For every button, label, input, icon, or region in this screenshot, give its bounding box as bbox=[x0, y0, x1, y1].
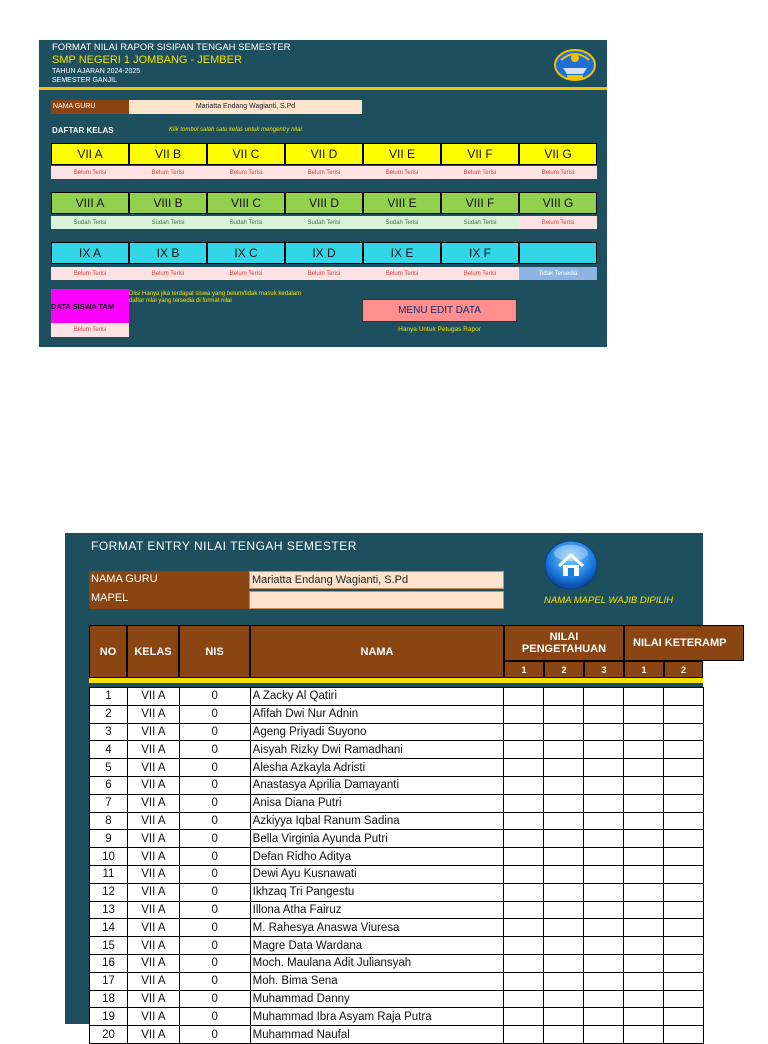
nilai-keterampilan-2-input[interactable] bbox=[664, 741, 704, 759]
row-nama-cell: Aisyah Rizky Dwi Ramadhani bbox=[250, 741, 504, 759]
col-header-pengetahuan-2: 2 bbox=[544, 661, 584, 678]
nilai-pengetahuan-2-input[interactable] bbox=[544, 865, 584, 883]
row-nis-cell: 0 bbox=[179, 776, 250, 794]
guru-label: NAMA GURU bbox=[51, 100, 129, 114]
nilai-keterampilan-2-input[interactable] bbox=[664, 954, 704, 972]
class-button-vii-e[interactable]: VII E bbox=[363, 143, 441, 165]
class-button-viii-c[interactable]: VIII C bbox=[207, 192, 285, 214]
row-nis-cell: 0 bbox=[179, 937, 250, 955]
data-siswa-status-badge: Belum Terisi bbox=[51, 323, 129, 337]
status-badge: Belum Terisi bbox=[207, 267, 285, 280]
row-nama-cell: Muhammad Ibra Asyam Raja Putra bbox=[250, 1008, 504, 1026]
row-no-cell: 8 bbox=[90, 812, 128, 830]
nilai-keterampilan-2-input[interactable] bbox=[664, 759, 704, 777]
header-yellow-bar bbox=[89, 678, 703, 683]
col-header-keterampilan-2: 2 bbox=[664, 661, 703, 678]
nilai-keterampilan-2-input[interactable] bbox=[664, 901, 704, 919]
status-badge: Belum Terisi bbox=[363, 166, 441, 179]
status-row-vii bbox=[51, 166, 597, 179]
nilai-pengetahuan-2-input[interactable] bbox=[544, 741, 584, 759]
school-name: SMP NEGERI 1 JOMBANG - JEMBER bbox=[52, 54, 242, 66]
table-row bbox=[90, 865, 704, 883]
nilai-keterampilan-1-input[interactable] bbox=[624, 1008, 664, 1026]
nilai-pengetahuan-3-input[interactable] bbox=[584, 776, 624, 794]
nilai-pengetahuan-3-input[interactable] bbox=[584, 972, 624, 990]
table-row bbox=[90, 883, 704, 901]
nilai-keterampilan-1-input[interactable] bbox=[624, 990, 664, 1008]
row-no-cell: 3 bbox=[90, 723, 128, 741]
nilai-pengetahuan-2-input[interactable] bbox=[544, 723, 584, 741]
row-no-cell: 9 bbox=[90, 830, 128, 848]
row-nama-cell: Moh. Bima Sena bbox=[250, 972, 504, 990]
status-badge: Belum Terisi bbox=[441, 267, 519, 280]
nilai-keterampilan-2-input[interactable] bbox=[664, 830, 704, 848]
table-row bbox=[90, 741, 704, 759]
nilai-keterampilan-1-input[interactable] bbox=[624, 830, 664, 848]
row-kelas-cell: VII A bbox=[127, 723, 179, 741]
class-row-viii bbox=[51, 192, 597, 214]
class-button-ix-d[interactable]: IX D bbox=[285, 242, 363, 264]
row-no-cell: 6 bbox=[90, 776, 128, 794]
col-header-keterampilan-1: 1 bbox=[624, 661, 664, 678]
nilai-pengetahuan-1-input[interactable] bbox=[504, 848, 544, 866]
table-row bbox=[90, 688, 704, 706]
nilai-keterampilan-2-input[interactable] bbox=[664, 1008, 704, 1026]
class-button-ix-e[interactable]: IX E bbox=[363, 242, 441, 264]
row-kelas-cell: VII A bbox=[127, 830, 179, 848]
nilai-pengetahuan-3-input[interactable] bbox=[584, 937, 624, 955]
nilai-pengetahuan-2-input[interactable] bbox=[544, 776, 584, 794]
row-kelas-cell: VII A bbox=[127, 688, 179, 706]
nilai-keterampilan-1-input[interactable] bbox=[624, 759, 664, 777]
nilai-pengetahuan-3-input[interactable] bbox=[584, 848, 624, 866]
row-nama-cell: A Zacky Al Qatiri bbox=[250, 688, 504, 706]
col-header-nis: NIS bbox=[179, 625, 250, 678]
row-nis-cell: 0 bbox=[179, 990, 250, 1008]
home-icon[interactable] bbox=[543, 539, 599, 591]
entry-guru-label: NAMA GURU bbox=[91, 573, 158, 585]
nilai-pengetahuan-2-input[interactable] bbox=[544, 1008, 584, 1026]
entry-mapel-label: MAPEL bbox=[91, 592, 129, 604]
nilai-pengetahuan-3-input[interactable] bbox=[584, 759, 624, 777]
row-nama-cell: Bella Virginia Ayunda Putri bbox=[250, 830, 504, 848]
status-badge: Belum Terisi bbox=[129, 166, 207, 179]
row-kelas-cell: VII A bbox=[127, 990, 179, 1008]
row-nama-cell: Azkiyya Iqbal Ranum Sadina bbox=[250, 812, 504, 830]
nilai-keterampilan-2-input[interactable] bbox=[664, 883, 704, 901]
row-kelas-cell: VII A bbox=[127, 954, 179, 972]
nilai-pengetahuan-2-input[interactable] bbox=[544, 990, 584, 1008]
nilai-keterampilan-1-input[interactable] bbox=[624, 741, 664, 759]
row-nis-cell: 0 bbox=[179, 812, 250, 830]
nilai-keterampilan-2-input[interactable] bbox=[664, 919, 704, 937]
nilai-pengetahuan-3-input[interactable] bbox=[584, 901, 624, 919]
nilai-keterampilan-1-input[interactable] bbox=[624, 776, 664, 794]
row-kelas-cell: VII A bbox=[127, 972, 179, 990]
row-nis-cell: 0 bbox=[179, 901, 250, 919]
nilai-pengetahuan-2-input[interactable] bbox=[544, 954, 584, 972]
status-badge: Belum Terisi bbox=[519, 166, 597, 179]
nilai-pengetahuan-2-input[interactable] bbox=[544, 794, 584, 812]
table-row bbox=[90, 1008, 704, 1026]
class-button-ix-c[interactable]: IX C bbox=[207, 242, 285, 264]
row-nis-cell: 0 bbox=[179, 759, 250, 777]
nilai-keterampilan-2-input[interactable] bbox=[664, 776, 704, 794]
status-badge: Belum Terisi bbox=[519, 216, 597, 229]
nilai-pengetahuan-3-input[interactable] bbox=[584, 705, 624, 723]
nilai-pengetahuan-3-input[interactable] bbox=[584, 865, 624, 883]
nilai-pengetahuan-3-input[interactable] bbox=[584, 990, 624, 1008]
dashboard-panel bbox=[39, 40, 607, 347]
row-no-cell: 12 bbox=[90, 883, 128, 901]
class-button-viii-f[interactable]: VIII F bbox=[441, 192, 519, 214]
row-kelas-cell: VII A bbox=[127, 848, 179, 866]
nilai-pengetahuan-3-input[interactable] bbox=[584, 794, 624, 812]
row-nama-cell: Alesha Azkayla Adristi bbox=[250, 759, 504, 777]
nilai-keterampilan-1-input[interactable] bbox=[624, 688, 664, 706]
status-badge: Belum Terisi bbox=[51, 166, 129, 179]
nilai-pengetahuan-2-input[interactable] bbox=[544, 937, 584, 955]
nilai-pengetahuan-1-input[interactable] bbox=[504, 830, 544, 848]
row-nis-cell: 0 bbox=[179, 705, 250, 723]
status-badge: Tidak Tersedia bbox=[519, 267, 597, 280]
daftar-kelas-heading: DAFTAR KELAS bbox=[52, 126, 114, 135]
nilai-keterampilan-2-input[interactable] bbox=[664, 794, 704, 812]
row-nama-cell: Ikhzaq Tri Pangestu bbox=[250, 883, 504, 901]
nilai-pengetahuan-1-input[interactable] bbox=[504, 723, 544, 741]
entry-guru-name-field[interactable]: Mariatta Endang Wagianti, S.Pd bbox=[249, 571, 504, 589]
entry-title: FORMAT ENTRY NILAI TENGAH SEMESTER bbox=[91, 539, 357, 553]
header-divider bbox=[39, 87, 607, 90]
status-badge: Sudah Terisi bbox=[363, 216, 441, 229]
table-row bbox=[90, 776, 704, 794]
nilai-pengetahuan-3-input[interactable] bbox=[584, 1008, 624, 1026]
table-row bbox=[90, 901, 704, 919]
nilai-pengetahuan-3-input[interactable] bbox=[584, 741, 624, 759]
nilai-keterampilan-1-input[interactable] bbox=[624, 937, 664, 955]
row-kelas-cell: VII A bbox=[127, 937, 179, 955]
mapel-warning-note: NAMA MAPEL WAJIB DIPILIH bbox=[544, 595, 674, 606]
class-button-ix-a[interactable]: IX A bbox=[51, 242, 129, 264]
nilai-pengetahuan-3-input[interactable] bbox=[584, 688, 624, 706]
class-button-viii-d[interactable]: VIII D bbox=[285, 192, 363, 214]
status-badge: Belum Terisi bbox=[285, 267, 363, 280]
nilai-pengetahuan-3-input[interactable] bbox=[584, 883, 624, 901]
class-button-ix-f[interactable]: IX F bbox=[441, 242, 519, 264]
row-nis-cell: 0 bbox=[179, 830, 250, 848]
nilai-pengetahuan-2-input[interactable] bbox=[544, 848, 584, 866]
nilai-pengetahuan-1-input[interactable] bbox=[504, 954, 544, 972]
nilai-pengetahuan-1-input[interactable] bbox=[504, 759, 544, 777]
row-nis-cell: 0 bbox=[179, 865, 250, 883]
nilai-keterampilan-1-input[interactable] bbox=[624, 901, 664, 919]
table-row bbox=[90, 759, 704, 777]
row-nis-cell: 0 bbox=[179, 883, 250, 901]
nilai-keterampilan-1-input[interactable] bbox=[624, 848, 664, 866]
row-no-cell: 14 bbox=[90, 919, 128, 937]
class-button-viii-a[interactable]: VIII A bbox=[51, 192, 129, 214]
status-row-ix bbox=[51, 267, 597, 280]
nilai-pengetahuan-2-input[interactable] bbox=[544, 705, 584, 723]
nilai-keterampilan-1-input[interactable] bbox=[624, 794, 664, 812]
col-header-keterampilan: NILAI KETERAMP bbox=[624, 625, 744, 661]
class-row-vii bbox=[51, 143, 597, 165]
nilai-pengetahuan-1-input[interactable] bbox=[504, 812, 544, 830]
col-header-nama: NAMA bbox=[250, 625, 504, 678]
nilai-pengetahuan-1-input[interactable] bbox=[504, 705, 544, 723]
nilai-keterampilan-1-input[interactable] bbox=[624, 723, 664, 741]
nilai-pengetahuan-1-input[interactable] bbox=[504, 919, 544, 937]
table-row bbox=[90, 990, 704, 1008]
nilai-pengetahuan-1-input[interactable] bbox=[504, 990, 544, 1008]
row-nis-cell: 0 bbox=[179, 1026, 250, 1044]
class-button-vii-f[interactable]: VII F bbox=[441, 143, 519, 165]
nilai-pengetahuan-2-input[interactable] bbox=[544, 812, 584, 830]
col-header-pengetahuan: NILAI PENGETAHUAN bbox=[504, 625, 624, 661]
row-nis-cell: 0 bbox=[179, 1008, 250, 1026]
semester-label: SEMESTER GANJIL bbox=[52, 77, 117, 84]
table-row bbox=[90, 794, 704, 812]
table-row bbox=[90, 705, 704, 723]
status-badge: Sudah Terisi bbox=[285, 216, 363, 229]
nilai-keterampilan-2-input[interactable] bbox=[664, 990, 704, 1008]
dashboard-title: FORMAT NILAI RAPOR SISIPAN TENGAH SEMESTER bbox=[52, 42, 291, 53]
nilai-keterampilan-1-input[interactable] bbox=[624, 812, 664, 830]
status-badge: Belum Terisi bbox=[129, 267, 207, 280]
row-kelas-cell: VII A bbox=[127, 883, 179, 901]
row-nis-cell: 0 bbox=[179, 954, 250, 972]
row-kelas-cell: VII A bbox=[127, 776, 179, 794]
nilai-pengetahuan-3-input[interactable] bbox=[584, 954, 624, 972]
nilai-pengetahuan-1-input[interactable] bbox=[504, 937, 544, 955]
class-button-ix-b[interactable]: IX B bbox=[129, 242, 207, 264]
nilai-pengetahuan-2-input[interactable] bbox=[544, 759, 584, 777]
nilai-pengetahuan-1-input[interactable] bbox=[504, 794, 544, 812]
row-no-cell: 11 bbox=[90, 865, 128, 883]
status-badge: Belum Terisi bbox=[441, 166, 519, 179]
nilai-pengetahuan-3-input[interactable] bbox=[584, 812, 624, 830]
nilai-keterampilan-1-input[interactable] bbox=[624, 972, 664, 990]
nilai-pengetahuan-2-input[interactable] bbox=[544, 883, 584, 901]
row-nis-cell: 0 bbox=[179, 723, 250, 741]
table-row bbox=[90, 723, 704, 741]
nilai-keterampilan-2-input[interactable] bbox=[664, 723, 704, 741]
nilai-keterampilan-1-input[interactable] bbox=[624, 919, 664, 937]
row-no-cell: 1 bbox=[90, 688, 128, 706]
row-nis-cell: 0 bbox=[179, 848, 250, 866]
row-nama-cell: Muhammad Naufal bbox=[250, 1026, 504, 1044]
entry-panel bbox=[65, 533, 727, 1041]
table-row bbox=[90, 937, 704, 955]
row-no-cell: 4 bbox=[90, 741, 128, 759]
nilai-pengetahuan-2-input[interactable] bbox=[544, 972, 584, 990]
nilai-keterampilan-2-input[interactable] bbox=[664, 1026, 704, 1044]
school-logo-icon bbox=[553, 44, 597, 82]
status-badge: Sudah Terisi bbox=[129, 216, 207, 229]
status-row-viii bbox=[51, 216, 597, 229]
class-button-vii-g[interactable]: VII G bbox=[519, 143, 597, 165]
row-nama-cell: Afifah Dwi Nur Adnin bbox=[250, 705, 504, 723]
class-button-viii-g[interactable]: VIII G bbox=[519, 192, 597, 214]
row-nama-cell: Defan Ridho Aditya bbox=[250, 848, 504, 866]
nilai-pengetahuan-1-input[interactable] bbox=[504, 1026, 544, 1044]
row-no-cell: 20 bbox=[90, 1026, 128, 1044]
nilai-keterampilan-2-input[interactable] bbox=[664, 688, 704, 706]
row-nis-cell: 0 bbox=[179, 688, 250, 706]
class-button-vii-d[interactable]: VII D bbox=[285, 143, 363, 165]
table-row bbox=[90, 972, 704, 990]
nilai-pengetahuan-2-input[interactable] bbox=[544, 688, 584, 706]
status-badge: Sudah Terisi bbox=[51, 216, 129, 229]
nilai-pengetahuan-1-input[interactable] bbox=[504, 865, 544, 883]
row-nis-cell: 0 bbox=[179, 741, 250, 759]
nilai-pengetahuan-2-input[interactable] bbox=[544, 901, 584, 919]
nilai-keterampilan-2-input[interactable] bbox=[664, 937, 704, 955]
row-kelas-cell: VII A bbox=[127, 901, 179, 919]
row-nis-cell: 0 bbox=[179, 919, 250, 937]
row-no-cell: 2 bbox=[90, 705, 128, 723]
class-button-vii-a[interactable]: VII A bbox=[51, 143, 129, 165]
class-button-viii-e[interactable]: VIII E bbox=[363, 192, 441, 214]
nilai-keterampilan-2-input[interactable] bbox=[664, 848, 704, 866]
data-siswa-note: Diisi Hanya jika terdapat siswa yang belum/tidak masuk kedalam daftar nilai yang tersedia di format nilai bbox=[129, 291, 302, 304]
mapel-dropdown[interactable] bbox=[249, 591, 504, 609]
row-no-cell: 17 bbox=[90, 972, 128, 990]
row-nama-cell: M. Rahesya Anaswa Viuresa bbox=[250, 919, 504, 937]
row-nis-cell: 0 bbox=[179, 972, 250, 990]
col-header-kelas: KELAS bbox=[127, 625, 179, 678]
class-button-vii-c[interactable]: VII C bbox=[207, 143, 285, 165]
school-year: TAHUN AJARAN 2024-2025 bbox=[52, 68, 141, 75]
row-kelas-cell: VII A bbox=[127, 705, 179, 723]
menu-edit-data-button[interactable]: MENU EDIT DATA bbox=[362, 299, 517, 322]
row-nama-cell: Dewi Ayu Kusnawati bbox=[250, 865, 504, 883]
menu-edit-note: Hanya Untuk Petugas Rapor bbox=[398, 326, 481, 333]
table-row bbox=[90, 812, 704, 830]
nilai-keterampilan-2-input[interactable] bbox=[664, 705, 704, 723]
row-no-cell: 13 bbox=[90, 901, 128, 919]
row-kelas-cell: VII A bbox=[127, 919, 179, 937]
row-no-cell: 19 bbox=[90, 1008, 128, 1026]
class-row-ix bbox=[51, 242, 597, 264]
nilai-pengetahuan-3-input[interactable] bbox=[584, 919, 624, 937]
row-nama-cell: Anastasya Aprilia Damayanti bbox=[250, 776, 504, 794]
nilai-pengetahuan-3-input[interactable] bbox=[584, 1026, 624, 1044]
table-row bbox=[90, 830, 704, 848]
row-kelas-cell: VII A bbox=[127, 759, 179, 777]
row-kelas-cell: VII A bbox=[127, 812, 179, 830]
table-row bbox=[90, 848, 704, 866]
col-header-no: NO bbox=[89, 625, 127, 678]
nilai-pengetahuan-1-input[interactable] bbox=[504, 688, 544, 706]
nilai-pengetahuan-1-input[interactable] bbox=[504, 1008, 544, 1026]
table-row bbox=[90, 954, 704, 972]
row-no-cell: 18 bbox=[90, 990, 128, 1008]
nilai-keterampilan-2-input[interactable] bbox=[664, 812, 704, 830]
row-no-cell: 7 bbox=[90, 794, 128, 812]
guru-name-field: Mariatta Endang Wagianti, S.Pd bbox=[129, 100, 362, 114]
nilai-pengetahuan-3-input[interactable] bbox=[584, 830, 624, 848]
nilai-keterampilan-1-input[interactable] bbox=[624, 1026, 664, 1044]
row-nama-cell: Moch. Maulana Adit Juliansyah bbox=[250, 954, 504, 972]
nilai-keterampilan-2-input[interactable] bbox=[664, 865, 704, 883]
status-badge: Belum Terisi bbox=[363, 267, 441, 280]
row-no-cell: 16 bbox=[90, 954, 128, 972]
nilai-pengetahuan-1-input[interactable] bbox=[504, 776, 544, 794]
row-kelas-cell: VII A bbox=[127, 794, 179, 812]
nilai-pengetahuan-1-input[interactable] bbox=[504, 883, 544, 901]
nilai-keterampilan-2-input[interactable] bbox=[664, 972, 704, 990]
table-row bbox=[90, 919, 704, 937]
row-nama-cell: Ageng Priyadi Suyono bbox=[250, 723, 504, 741]
row-nama-cell: Illona Atha Fairuz bbox=[250, 901, 504, 919]
nilai-pengetahuan-1-input[interactable] bbox=[504, 901, 544, 919]
data-siswa-tambahan-button[interactable]: DATA SISWA TAM bbox=[51, 289, 129, 323]
table-row bbox=[90, 1026, 704, 1044]
row-kelas-cell: VII A bbox=[127, 1008, 179, 1026]
row-kelas-cell: VII A bbox=[127, 741, 179, 759]
row-nis-cell: 0 bbox=[179, 794, 250, 812]
nilai-pengetahuan-3-input[interactable] bbox=[584, 723, 624, 741]
class-button-viii-b[interactable]: VIII B bbox=[129, 192, 207, 214]
row-no-cell: 10 bbox=[90, 848, 128, 866]
row-kelas-cell: VII A bbox=[127, 1026, 179, 1044]
status-badge: Belum Terisi bbox=[51, 267, 129, 280]
status-badge: Belum Terisi bbox=[207, 166, 285, 179]
row-no-cell: 5 bbox=[90, 759, 128, 777]
nilai-table bbox=[89, 687, 704, 1044]
nilai-pengetahuan-2-input[interactable] bbox=[544, 919, 584, 937]
nilai-keterampilan-1-input[interactable] bbox=[624, 883, 664, 901]
nilai-pengetahuan-2-input[interactable] bbox=[544, 830, 584, 848]
class-button-vii-b[interactable]: VII B bbox=[129, 143, 207, 165]
row-nama-cell: Anisa Diana Putri bbox=[250, 794, 504, 812]
row-no-cell: 15 bbox=[90, 937, 128, 955]
daftar-kelas-hint: Klik tombol salah satu kelas untuk mengentry nilai bbox=[169, 127, 302, 133]
status-badge: Belum Terisi bbox=[285, 166, 363, 179]
row-nama-cell: Muhammad Danny bbox=[250, 990, 504, 1008]
status-badge: Sudah Terisi bbox=[441, 216, 519, 229]
col-header-pengetahuan-1: 1 bbox=[504, 661, 544, 678]
nilai-pengetahuan-2-input[interactable] bbox=[544, 1026, 584, 1044]
nilai-keterampilan-1-input[interactable] bbox=[624, 705, 664, 723]
status-badge: Sudah Terisi bbox=[207, 216, 285, 229]
nilai-pengetahuan-1-input[interactable] bbox=[504, 972, 544, 990]
nilai-keterampilan-1-input[interactable] bbox=[624, 865, 664, 883]
col-header-pengetahuan-3: 3 bbox=[584, 661, 624, 678]
nilai-pengetahuan-1-input[interactable] bbox=[504, 741, 544, 759]
class-button-empty bbox=[519, 242, 597, 264]
row-kelas-cell: VII A bbox=[127, 865, 179, 883]
row-nama-cell: Magre Data Wardana bbox=[250, 937, 504, 955]
nilai-keterampilan-1-input[interactable] bbox=[624, 954, 664, 972]
